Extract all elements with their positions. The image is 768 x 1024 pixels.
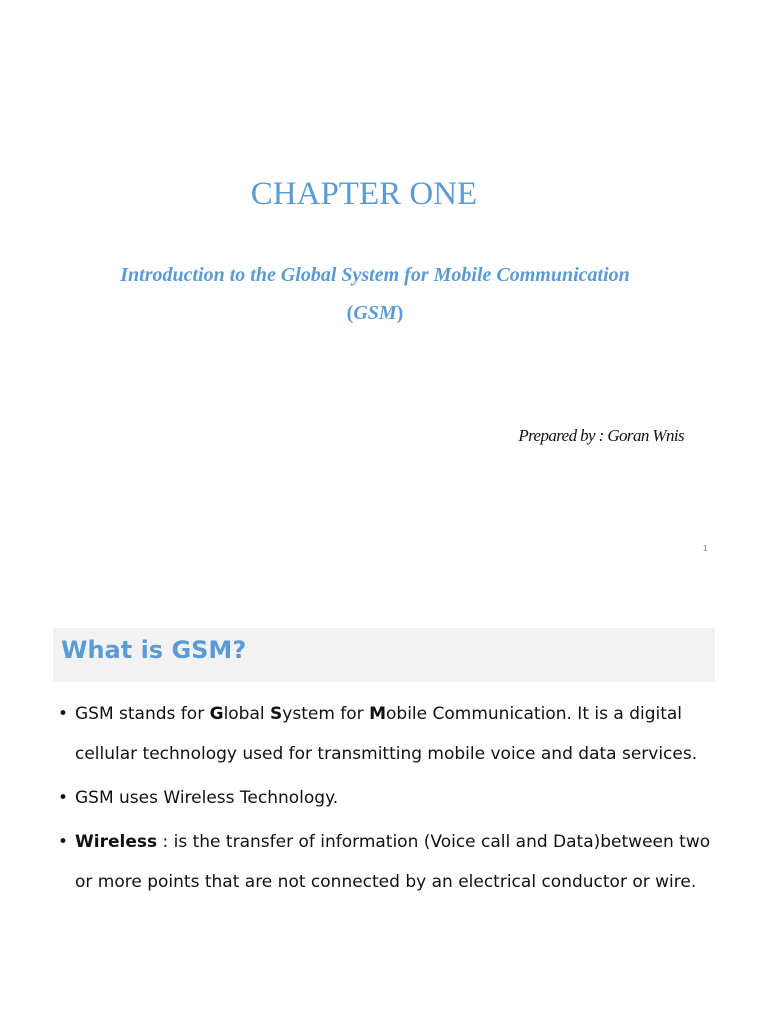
bullet-list: [58, 694, 718, 906]
subtitle-open-paren: (: [346, 302, 354, 324]
list-item: [58, 778, 718, 818]
subtitle-abbreviation: GSM: [353, 302, 397, 324]
bullet-text: ystem for: [282, 704, 370, 724]
bullet-icon: •: [58, 788, 69, 808]
bullet-icon: •: [58, 832, 69, 852]
prepared-by: Prepared by : Goran Wnis: [518, 426, 684, 445]
bullet-text: GSM stands for: [75, 704, 210, 724]
bullet-text: : is the transfer of information (Voice call and Data)between two or more points that are not connected by an electrical conductor or wire.: [75, 832, 711, 892]
chapter-title: CHAPTER ONE: [250, 176, 478, 212]
bullet-text: obile Communication. It is a digital cellular technology used for transmitting mobile voice and data services.: [75, 704, 698, 764]
content-slide: [0, 598, 768, 1024]
bullet-text: lobal: [223, 704, 271, 724]
subtitle-main: Introduction to the Global System for Mobile Communication: [120, 264, 630, 286]
bold-letter: G: [209, 704, 224, 724]
bold-letter: S: [270, 704, 283, 724]
bullet-icon: •: [58, 704, 69, 724]
chapter-subtitle: [40, 256, 710, 332]
list-item: [58, 694, 718, 774]
heading-bar: [53, 628, 715, 682]
page-number: 1: [703, 544, 708, 553]
slide-heading: What is GSM?: [61, 636, 247, 664]
subtitle-close-paren: ): [396, 302, 404, 324]
bold-term: Wireless: [75, 832, 158, 852]
bold-letter: M: [369, 704, 386, 724]
bullet-text: GSM uses Wireless Technology.: [75, 788, 339, 808]
list-item: [58, 822, 718, 902]
